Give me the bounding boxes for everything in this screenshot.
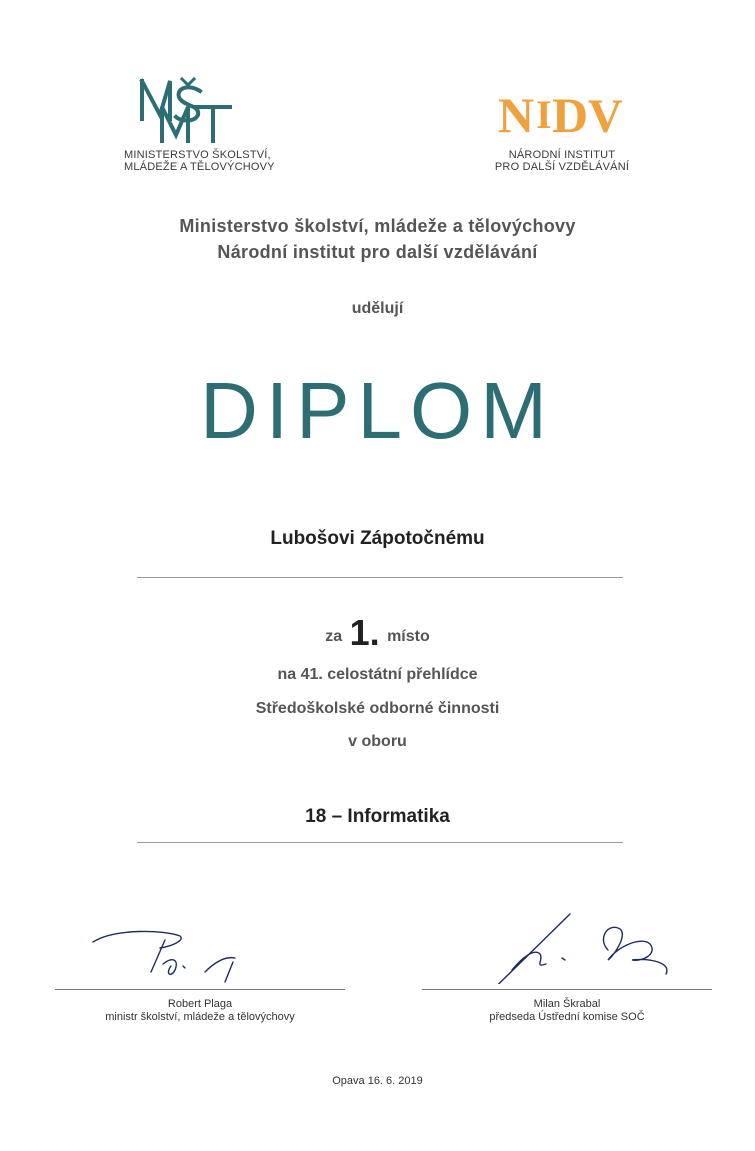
signature-2-caption <box>422 998 712 1024</box>
body-line-2: Středoškolské odborné činnosti <box>255 700 500 717</box>
field-rule <box>137 842 623 843</box>
nidv-caption <box>492 149 632 173</box>
issue-date: Opava 16. 6. 2019 <box>332 1075 423 1087</box>
signature-block-2 <box>422 910 712 1024</box>
verb-text: udělují <box>351 300 404 317</box>
signature-2-line <box>422 989 712 990</box>
msmt-logo-mark <box>118 75 248 147</box>
placement-suffix: místo <box>387 628 430 645</box>
header-line-1: Ministerstvo školství, mládeže a tělovýchovy <box>179 216 576 236</box>
svg-text:I: I <box>536 92 552 137</box>
svg-text:N: N <box>498 88 535 140</box>
signature-2-name: Milan Škrabal <box>533 998 601 1010</box>
svg-text:D: D <box>552 88 589 140</box>
diploma-title: DIPLOM <box>200 366 555 455</box>
svg-text:V: V <box>588 90 623 140</box>
field-name: 18 – Informatika <box>305 806 450 827</box>
signature-1-name: Robert Plaga <box>167 998 233 1010</box>
signature-1-mark <box>55 922 345 984</box>
recipient-rule <box>137 577 623 578</box>
placement-line <box>0 612 755 654</box>
header-line-2: Národní institut pro další vzdělávání <box>217 242 538 262</box>
signature-2-role: předseda Ústřední komise SOČ <box>489 1011 645 1023</box>
nidv-caption-line1: NÁRODNÍ INSTITUT <box>508 149 616 161</box>
signature-1-line <box>55 989 345 990</box>
nidv-logo <box>492 88 632 173</box>
msmt-caption-line2: MLÁDEŽE A TĚLOVÝCHOVY <box>124 161 275 173</box>
signature-2-mark <box>422 910 712 984</box>
nidv-logo-mark <box>492 88 632 140</box>
msmt-caption <box>118 149 298 173</box>
signature-1-role: ministr školství, mládeže a tělovýchovy <box>105 1011 295 1023</box>
signature-block-1 <box>55 922 345 1024</box>
signature-1-caption <box>55 998 345 1024</box>
body-line-3: v oboru <box>348 733 407 750</box>
nidv-caption-line2: PRO DALŠÍ VZDĚLÁVÁNÍ <box>494 161 630 173</box>
placement-prefix: za <box>325 628 343 645</box>
msmt-logo <box>118 75 298 173</box>
body-line-1: na 41. celostátní přehlídce <box>277 666 478 683</box>
recipient-name: Lubošovi Zápotočnému <box>270 528 485 549</box>
placement-number: 1. <box>349 612 380 653</box>
msmt-caption-line1: MINISTERSTVO ŠKOLSTVÍ, <box>124 149 271 161</box>
